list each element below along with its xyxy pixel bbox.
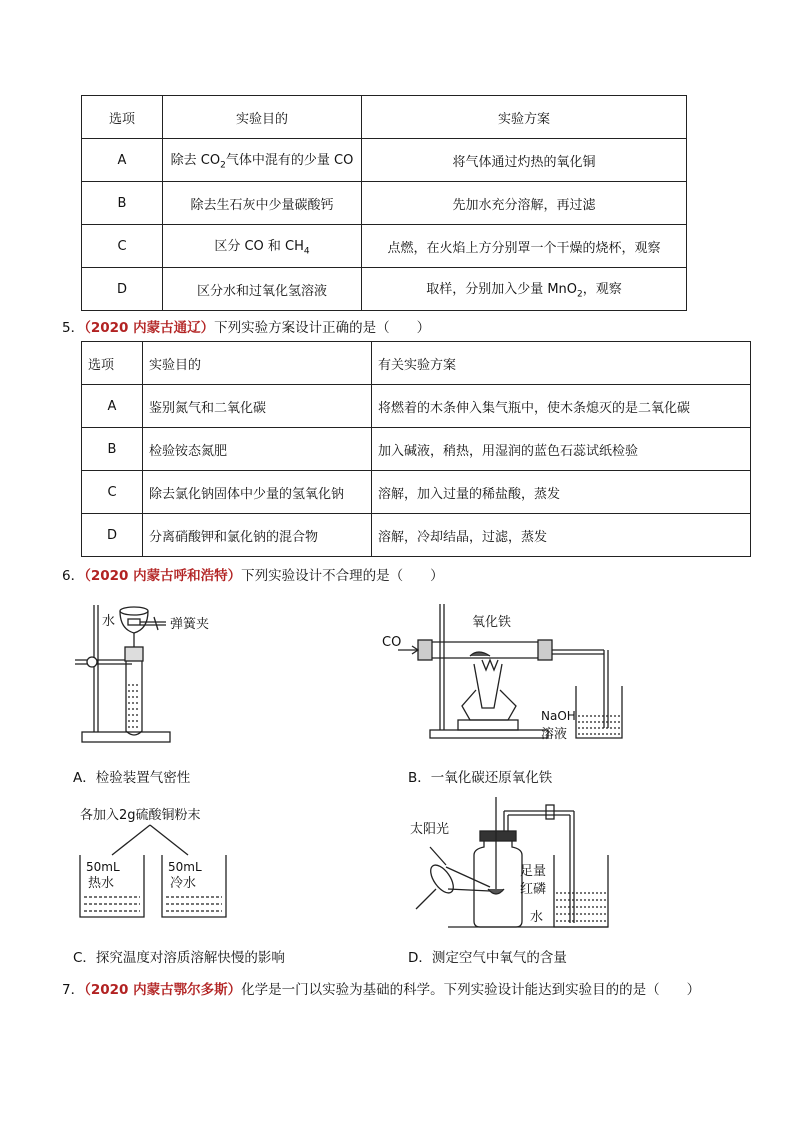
header-cell: 选项 (82, 342, 143, 385)
option-cell: A (82, 139, 163, 182)
caption-d: D．测定空气中氧气的含量 (408, 950, 567, 966)
question-text: 下列实验设计不合理的是（ ） (241, 568, 444, 584)
table-row (82, 471, 751, 514)
question-source: （2020 内蒙古呼和浩特） (84, 568, 242, 584)
goal-text: 气体中混有的少量 CO (225, 153, 354, 169)
option-cell: B (82, 428, 143, 471)
label-sunlight: 太阳光 (410, 822, 450, 837)
label-cold-water: 冷水 (170, 876, 197, 891)
plan-cell: 溶解，冷却结晶，过滤，蒸发 (372, 514, 751, 557)
goal-cell (163, 225, 362, 268)
table-row (82, 514, 751, 557)
plan-cell: 加入碱液，稍热，用湿润的蓝色石蕊试纸检验 (372, 428, 751, 471)
figure-d-apparatus (408, 793, 623, 938)
question-text: 化学是一门以实验为基础的科学。下列实验设计能达到实验目的的是（ ） (241, 982, 701, 998)
label-solution: 溶液 (541, 727, 568, 742)
caption-b: B．一氧化碳还原氧化铁 (408, 770, 553, 786)
label-add-copper-sulfate: 各加入2g硫酸铜粉末 (80, 808, 201, 823)
goal-cell: 鉴别氮气和二氧化碳 (143, 385, 372, 428)
table-options-2 (81, 341, 751, 557)
table-options-1 (81, 95, 687, 311)
header-cell: 有关实验方案 (372, 342, 751, 385)
option-cell: A (82, 385, 143, 428)
table-row (82, 428, 751, 471)
header-cell: 实验目的 (143, 342, 372, 385)
table-row (82, 268, 687, 311)
subscript: 2 (577, 289, 583, 300)
label-iron-oxide: 氧化铁 (472, 615, 512, 630)
goal-text: 除去 CO (170, 153, 221, 169)
label-co: CO (382, 635, 402, 650)
plan-cell: 点燃，在火焰上方分别罩一个干燥的烧杯，观察 (362, 225, 687, 268)
goal-cell: 分离硝酸钾和氯化钠的混合物 (143, 514, 372, 557)
plan-cell: 将燃着的木条伸入集气瓶中，使木条熄灭的是二氧化碳 (372, 385, 751, 428)
goal-cell: 除去生石灰中少量碳酸钙 (163, 182, 362, 225)
table-row (82, 385, 751, 428)
table-header-row (82, 96, 687, 139)
plan-cell (362, 268, 687, 311)
table-row (82, 182, 687, 225)
table-row (82, 225, 687, 268)
caption-a: A．检验装置气密性 (73, 770, 191, 786)
option-cell: C (82, 471, 143, 514)
question-7 (62, 978, 700, 998)
caption-c: C．探究温度对溶质溶解快慢的影响 (73, 950, 285, 966)
table-header-row (82, 342, 751, 385)
label-water: 水 (102, 614, 116, 629)
question-text: 下列实验方案设计正确的是（ ） (214, 320, 431, 336)
figure-a-apparatus (70, 595, 270, 750)
plan-cell: 先加水充分溶解，再过滤 (362, 182, 687, 225)
question-5 (62, 316, 430, 336)
label-50ml-hot: 50mL (86, 860, 120, 874)
question-source: （2020 内蒙古通辽） (84, 320, 215, 336)
label-water-d: 水 (530, 910, 544, 925)
label-sufficient: 足量 (520, 864, 547, 879)
goal-cell: 检验铵态氮肥 (143, 428, 372, 471)
header-cell: 实验目的 (163, 96, 362, 139)
goal-cell: 区分水和过氧化氢溶液 (163, 268, 362, 311)
option-cell: D (82, 268, 163, 311)
question-number: 6． (62, 568, 85, 584)
question-number: 7． (62, 982, 85, 998)
goal-cell (163, 139, 362, 182)
table-row (82, 139, 687, 182)
plan-cell: 将气体通过灼热的氧化铜 (362, 139, 687, 182)
header-cell: 选项 (82, 96, 163, 139)
figure-c-apparatus (70, 805, 250, 925)
label-red-phosphorus: 红磷 (520, 882, 547, 897)
label-spring-clip: 弹簧夹 (170, 617, 210, 632)
header-cell: 实验方案 (362, 96, 687, 139)
question-source: （2020 内蒙古鄂尔多斯） (84, 982, 242, 998)
option-cell: D (82, 514, 143, 557)
figure-b-apparatus (378, 598, 628, 748)
plan-cell: 溶解，加入过量的稀盐酸，蒸发 (372, 471, 751, 514)
question-number: 5． (62, 320, 85, 336)
label-50ml-cold: 50mL (168, 860, 202, 874)
goal-text: 区分 CO 和 CH (214, 239, 304, 255)
subscript: 2 (220, 160, 226, 171)
label-naoh: NaOH (541, 709, 576, 723)
question-6 (62, 564, 444, 584)
label-hot-water: 热水 (88, 876, 115, 891)
option-cell: B (82, 182, 163, 225)
plan-text: ，观察 (582, 282, 622, 298)
plan-text: 取样，分别加入少量 MnO (426, 282, 578, 298)
subscript: 4 (303, 246, 310, 257)
goal-cell: 除去氯化钠固体中少量的氢氧化钠 (143, 471, 372, 514)
option-cell: C (82, 225, 163, 268)
